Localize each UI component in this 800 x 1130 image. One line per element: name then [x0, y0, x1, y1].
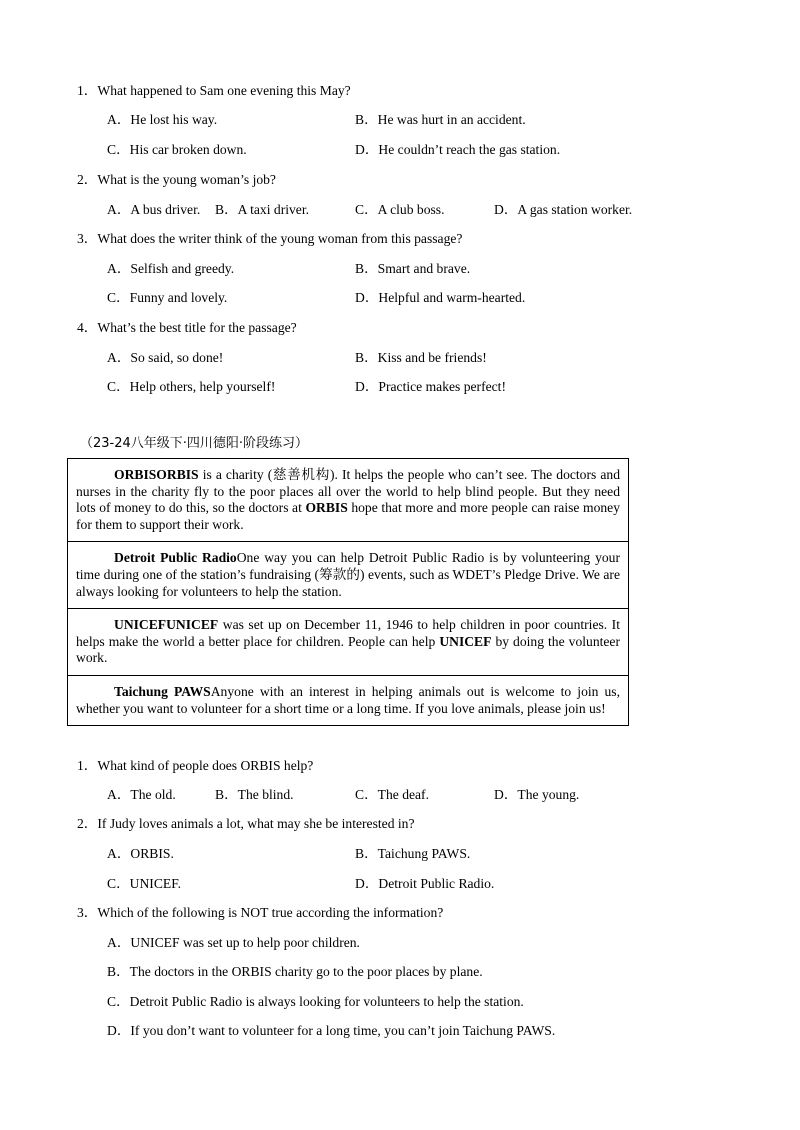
option-c[interactable]: C．Funny and lovely. [107, 290, 228, 305]
info-table [67, 458, 629, 726]
option-b[interactable]: B．Kiss and be friends! [355, 350, 487, 365]
option-b[interactable]: B．The blind. [215, 787, 294, 802]
question-stem: 3．Which of the following is NOT true according the information? [77, 905, 444, 920]
unicef-cell [68, 608, 628, 675]
option-a[interactable]: A．A bus driver. [107, 202, 201, 217]
option-c[interactable]: C．UNICEF. [107, 876, 182, 891]
orbis-title: ORBISORBIS [114, 467, 199, 482]
question-stem: 2．If Judy loves animals a lot, what may she be interested in? [77, 816, 415, 831]
option-c[interactable]: C．Detroit Public Radio is always looking for volunteers to help the station. [107, 994, 524, 1009]
option-d[interactable]: D．He couldn’t reach the gas station. [355, 142, 561, 157]
option-d[interactable]: D．If you don’t want to volunteer for a long time, you can’t join Taichung PAWS. [107, 1023, 556, 1038]
option-a[interactable]: A．ORBIS. [107, 846, 174, 861]
detroit-text: One way you can help Detroit Public Radio is by volunteering your time during one of the station’s fundraising (筹款的) events, such as WDET’s Pledge Drive. We are always looking for volunteers to help the station. [76, 550, 620, 599]
paws-title: Taichung PAWS [114, 683, 211, 699]
option-c[interactable]: C．The deaf. [355, 787, 429, 802]
detroit-title: Detroit Public Radio [114, 550, 237, 566]
option-b[interactable]: B．Smart and brave. [355, 261, 471, 276]
question-stem: 1．What kind of people does ORBIS help? [77, 758, 314, 773]
option-a[interactable]: A．He lost his way. [107, 112, 218, 127]
option-d[interactable]: D．A gas station worker. [494, 202, 633, 217]
option-a[interactable]: A．Selfish and greedy. [107, 261, 235, 276]
option-d[interactable]: D．Helpful and warm-hearted. [355, 290, 526, 305]
option-d[interactable]: D．Practice makes perfect! [355, 379, 506, 394]
orbis-text: is a charity (慈善机构). It helps the people who can’t see. The doctors and nurses in the charity fly to the poor places all over the world to help blind people. But they need lots of money to do this, so the doctors at [76, 467, 620, 516]
question-stem: 4．What’s the best title for the passage? [77, 320, 297, 335]
option-a[interactable]: A．UNICEF was set up to help poor children. [107, 935, 360, 950]
unicef-text: was set up on December 11, 1946 to help children in poor countries. It helps make the world a better place for children. People can help [76, 617, 620, 649]
option-c[interactable]: C．His car broken down. [107, 142, 247, 157]
question-stem: 1．What happened to Sam one evening this May? [77, 83, 351, 98]
paws-cell [68, 675, 628, 725]
option-d[interactable]: D．The young. [494, 787, 580, 802]
paws-text: Anyone with an interest in helping animals out is welcome to join us, whether you want to volunteer for a short time or a long time. If you love animals, please join us! [76, 683, 620, 716]
option-b[interactable]: B．A taxi driver. [215, 202, 310, 217]
option-c[interactable]: C．Help others, help yourself! [107, 379, 276, 394]
option-b[interactable]: B．He was hurt in an accident. [355, 112, 526, 127]
option-d[interactable]: D．Detroit Public Radio. [355, 876, 495, 891]
option-a[interactable]: A．The old. [107, 787, 176, 802]
option-c[interactable]: C．A club boss. [355, 202, 445, 217]
orbis-bold: ORBIS [305, 500, 348, 516]
unicef-text-end: by doing the volunteer work. [76, 633, 620, 666]
unicef-title: UNICEFUNICEF [114, 617, 219, 633]
orbis-cell [68, 459, 628, 541]
detroit-cell [68, 541, 628, 608]
question-stem: 3．What does the writer think of the young woman from this passage? [77, 231, 463, 246]
source-label: （23-24八年级下·四川德阳·阶段练习） [80, 436, 309, 451]
option-b[interactable]: B．Taichung PAWS. [355, 846, 471, 861]
orbis-text-end: hope that more and more people can raise money for them to support their work. [76, 500, 620, 532]
question-stem: 2．What is the young woman’s job? [77, 172, 276, 187]
unicef-bold: UNICEF [439, 633, 492, 649]
option-a[interactable]: A．So said, so done! [107, 350, 224, 365]
option-b[interactable]: B．The doctors in the ORBIS charity go to the poor places by plane. [107, 964, 483, 979]
